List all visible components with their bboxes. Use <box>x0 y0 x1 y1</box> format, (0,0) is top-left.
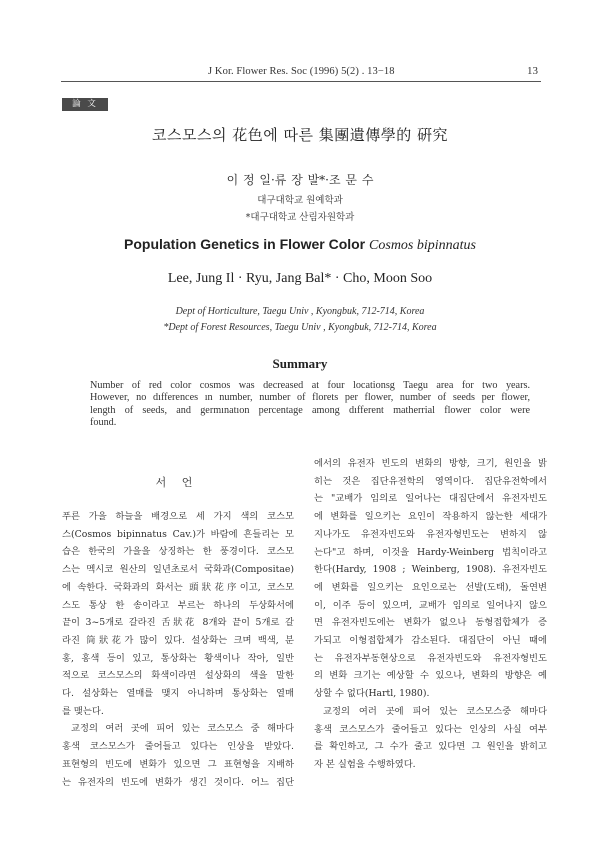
body-line: 를 확인하고, 그 수가 줄고 있다면 그 원인을 밝히고 <box>314 741 547 753</box>
english-affiliation-1: Dept of Horticulture, Taegu Univ , Kyongbuk, 712-714, Korea <box>175 306 425 317</box>
body-line: 의 변화 크기는 예상할 수 있으나, 변화의 방향은 예 <box>314 670 547 682</box>
body-line: 홍색 코스모스가 줄어들고 있다는 인상의 사실 여부 <box>314 723 547 735</box>
body-line: 는다"고 하며, 이것을 Hardy-Weinberg 법칙이라고 <box>314 546 547 558</box>
body-line: 자 본 실험을 수행하였다. <box>314 758 416 770</box>
body-line: 다. 설상화는 열매를 맺지 아니하며 통상화는 열매 <box>62 688 294 700</box>
body-line: 표현형의 빈도에 변화가 있으면 그 표현형을 지배하 <box>62 758 294 770</box>
body-line: 스는 멕시코 원산의 일년초로서 국화과(Compositae) <box>62 564 294 576</box>
english-affiliation-2: *Dept of Forest Resources, Taegu Univ , Kyongbuk, 712-714, Korea <box>163 322 437 333</box>
summary-heading: Summary <box>272 356 328 371</box>
summary-body <box>90 380 530 430</box>
page-number: 13 <box>527 65 538 77</box>
body-line: 적으로 코스모스의 화색이라면 설상화의 색을 말한 <box>62 670 294 682</box>
body-line: 습은 한국의 가을을 상징하는 한 풍경이다. 코스모 <box>62 546 294 558</box>
korean-title: 코스모스의 花色에 따른 集團遺傳學的 硏究 <box>152 126 448 144</box>
english-title <box>0 236 600 254</box>
english-authors: Lee, Jung Il · Ryu, Jang Bal* · Cho, Moon Soo <box>167 271 433 286</box>
body-line: 푸른 가을 하늘을 배경으로 세 가지 색의 코스모 <box>62 511 294 522</box>
body-line: 스도 통상 한 송이라고 부르는 하나의 두상화서에 <box>62 599 294 611</box>
body-line: 에서의 유전자 빈도의 변화의 방향, 크기, 원인을 밝 <box>314 458 547 469</box>
body-line: 교정의 여러 곳에 피어 있는 코스모스 중 해마다 <box>71 723 294 735</box>
body-line: 지나가도 유전자빈도와 유전자형빈도는 변하지 않 <box>314 528 547 540</box>
body-line: 이, 이주 등이 있으며, 교배가 임의로 일어나지 않으 <box>314 599 547 611</box>
body-line: 를 맺는다. <box>62 705 104 717</box>
korean-affiliation-2: *대구대학교 산림자원학과 <box>245 212 355 223</box>
body-line: 교정의 여러 곳에 피어 있는 코스모스중 해마다 <box>323 705 547 717</box>
body-line: 에 속한다. 국화과의 화서는 頭狀花序이고, 코스모 <box>62 581 294 593</box>
body-column-left <box>62 508 294 791</box>
body-line: 는 유전자부동현상으로 유전자빈도와 유전자형빈도 <box>314 652 547 664</box>
body-line: 가되고 이형접합체가 감소된다. 대집단이 아닌 때에 <box>314 635 547 647</box>
body-line: 에 변화를 일으키는 요인으로는 선발(도태), 돌연변 <box>314 581 547 593</box>
body-line: 홍색 코스모스가 줄어들고 있다는 인상을 받았다. <box>62 741 294 753</box>
body-line: 라진 筒狀花가 많이 있다. 설상화는 크며 백색, 분 <box>62 634 294 646</box>
section-heading: 서 언 <box>155 476 199 489</box>
korean-affiliation-1: 대구대학교 원예학과 <box>257 195 343 206</box>
header-rule <box>61 81 541 82</box>
running-head: J Kor. Flower Res. Soc (1996) 5(2) . 13−18 <box>208 66 395 77</box>
english-title-species: Cosmos bipinnatus <box>369 238 476 253</box>
body-column-right <box>314 455 547 774</box>
body-line: 는 유전자의 빈도에 변화가 생긴 것이다. 어느 집단 <box>62 776 294 788</box>
body-line: 히는 것은 집단유전학의 영역이다. 집단유전학에서 <box>314 475 547 487</box>
summary-line: Number of red color cosmos was decreased at four locationsg Taegu area for two years. <box>90 380 530 391</box>
english-title-main: Population Genetics in Flower Color <box>124 236 370 252</box>
body-line: 홍, 홍색 등이 있고, 통상화는 황색이나 작아, 일반 <box>62 652 294 664</box>
category-tag: 論 文 <box>62 98 108 111</box>
body-line: 는 "교배가 임의로 일어나는 대집단에서 유전자빈도 <box>314 493 547 505</box>
body-line: 에 변화를 일으키는 요인이 작용하지 않는한 세대가 <box>314 511 547 523</box>
body-line: 한다(Hardy, 1908 ; Weinberg, 1908). 유전자빈도 <box>314 564 547 576</box>
body-line: 상할 수 없다(Hartl, 1980). <box>314 688 430 700</box>
body-line: 면 유전자빈도에는 변화가 없으나 동형접합체가 증 <box>314 617 547 629</box>
summary-line: length of seeds, and germınatıon percentage among dıfferent matherrial flower color were <box>90 404 530 416</box>
korean-authors: 이 정 일·류 장 발*·조 문 수 <box>226 173 374 187</box>
body-line: 스(Cosmos bipinnatus Cav.)가 바람에 흔들리는 모 <box>62 528 294 540</box>
body-line: 끝이 3~5개로 갈라진 舌狀花 8개와 끝이 5개로 갈 <box>62 617 294 629</box>
summary-line: found. <box>90 417 117 429</box>
summary-line: However, no dıfferences ın number, number of florets per flower, number of seeds per flower, <box>90 392 530 404</box>
